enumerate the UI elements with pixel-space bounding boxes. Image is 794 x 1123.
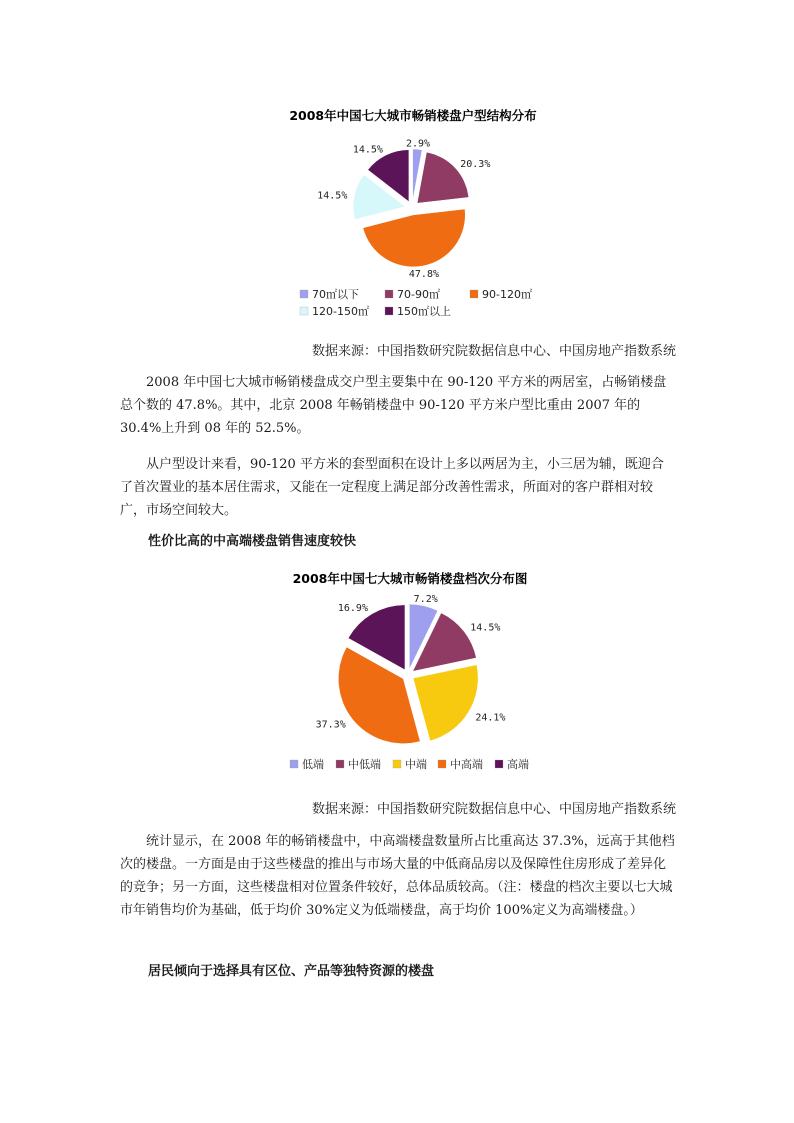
pie-slice-3 — [338, 647, 420, 744]
paragraph-2: 从户型设计来看，90-120 平方米的套型面积在设计上多以两居为主，小三居为辅，既迎合了首次置业的基本居住需求，又能在一定程度上满足部分改善性需求，所面对的客户群相对较广，市场空间较大。 — [120, 457, 664, 518]
pie-slice-label-0: 2.9% — [405, 138, 431, 150]
legend-swatch-4 — [495, 760, 503, 768]
legend-label-4: 高端 — [507, 758, 529, 771]
paragraph-3: 统计显示，在 2008 年的畅销楼盘中，中高端楼盘数量所占比重高达 37.3%，远高于其他档次的楼盘。一方面是由于这些楼盘的推出与市场大量的中低商品房以及保障性住房形成了差异化的竞争；另一方面，这些楼盘相对位置条件较好，总体品质较高。（注：楼盘的档次主要以七大城市年销售均价为基础，低于均价 30%定义为低端楼盘，高于均价 100%定义为高端楼盘。） — [120, 834, 675, 918]
legend-swatch-2 — [470, 290, 478, 298]
pie-slice-label-4: 14.5% — [352, 144, 383, 156]
housing-grade-pie-svg — [0, 565, 794, 785]
legend-label-1: 70-90㎡ — [397, 288, 440, 301]
legend-label-2: 90-120㎡ — [482, 288, 532, 301]
section-heading-2: 居民倾向于选择具有区位、产品等独特资源的楼盘 — [148, 964, 435, 979]
pie-slice-label-2: 24.1% — [475, 712, 506, 724]
pie-slice-label-3: 37.3% — [315, 719, 346, 731]
legend-label-3: 中高端 — [450, 758, 483, 771]
legend-swatch-0 — [290, 760, 298, 768]
legend-swatch-1 — [336, 760, 344, 768]
pie-slice-label-3: 14.5% — [317, 190, 348, 202]
housing-type-pie-svg — [0, 100, 794, 325]
data-source-2: 数据来源：中国指数研究院数据信息中心、中国房地产指数系统 — [311, 802, 676, 817]
pie-slice-label-4: 16.9% — [337, 602, 368, 614]
legend-swatch-1 — [385, 290, 393, 298]
pie-slice-label-2: 47.8% — [408, 268, 440, 280]
legend-label-4: 150㎡以上 — [397, 305, 451, 318]
legend-swatch-3 — [438, 760, 446, 768]
legend-swatch-4 — [385, 307, 393, 315]
pie-slice-label-1: 14.5% — [470, 622, 501, 634]
legend-label-0: 70㎡以下 — [312, 288, 359, 301]
pie-slice-label-0: 7.2% — [413, 594, 438, 606]
chart-title: 2008年中国七大城市畅销楼盘档次分布图 — [292, 571, 528, 586]
housing-grade-chart — [0, 565, 794, 785]
legend-swatch-0 — [300, 290, 308, 298]
section-heading-1: 性价比高的中高端楼盘销售速度较快 — [148, 534, 357, 549]
pie-slice-2 — [363, 209, 465, 267]
legend-label-2: 中端 — [405, 758, 427, 771]
pie-slice-2 — [413, 665, 478, 741]
pie-slice-label-1: 20.3% — [460, 158, 491, 170]
paragraph-1: 2008 年中国七大城市畅销楼盘成交户型主要集中在 90-120 平方米的两居室，占畅销楼盘总个数的 47.8%。其中，北京 2008 年畅销楼盘中 90-120 平方米户型比重由 2007 年的 30.4%上升到 08 年的 52.5%。 — [120, 375, 667, 436]
legend-swatch-2 — [393, 760, 401, 768]
legend-swatch-3 — [300, 307, 308, 315]
legend-label-1: 中低端 — [348, 758, 381, 771]
chart-title: 2008年中国七大城市畅销楼盘户型结构分布 — [289, 108, 537, 123]
legend-label-0: 低端 — [302, 758, 324, 771]
legend-label-3: 120-150㎡ — [312, 305, 369, 318]
housing-type-chart — [0, 100, 794, 325]
data-source-1: 数据来源：中国指数研究院数据信息中心、中国房地产指数系统 — [311, 344, 676, 359]
